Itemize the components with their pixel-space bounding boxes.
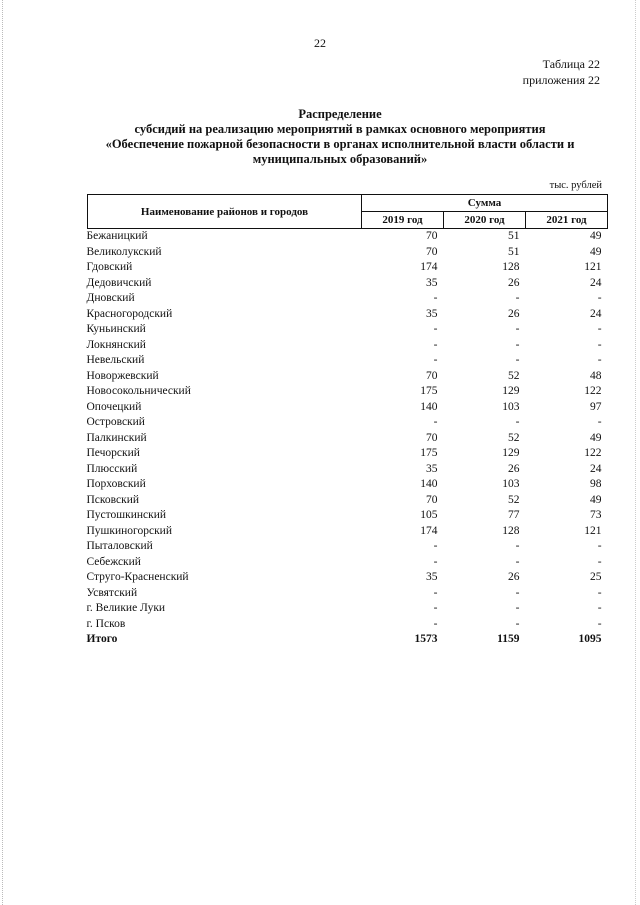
cell-value-2021: - — [597, 416, 602, 428]
cell-value-2020: 26 — [508, 462, 520, 475]
cell-value-2020: 128 — [502, 261, 520, 273]
cell-value-2021: - — [597, 555, 602, 568]
cell-value-2019: - — [433, 292, 438, 304]
cell-value-2019: - — [433, 602, 438, 614]
cell-value-2021: 24 — [590, 462, 602, 475]
table-row — [88, 229, 608, 245]
scan-edge-right — [635, 0, 637, 905]
table-row — [88, 446, 608, 462]
cell-value-2020: - — [515, 292, 520, 304]
header-year-2020: 2020 год — [444, 212, 526, 229]
table-reference-line1: Таблица 22 — [542, 57, 600, 71]
cell-district-name: Пустошкинский — [86, 509, 167, 521]
table-row — [88, 307, 608, 323]
table-row — [88, 524, 608, 540]
cell-district-name: Печорский — [86, 447, 140, 459]
cell-value-2020: - — [515, 354, 520, 366]
cell-value-2019: 175 — [420, 447, 438, 459]
cell-value-2019: - — [433, 416, 438, 428]
cell-value-2020: - — [515, 555, 520, 568]
cell-value-2020: - — [515, 586, 520, 599]
document-title — [60, 107, 620, 167]
table-row — [88, 555, 608, 571]
subsidy-table — [87, 194, 608, 648]
cell-district-name: Куньинский — [86, 323, 146, 335]
cell-district-name: Усвятский — [86, 586, 138, 599]
header-name: Наименование районов и городов — [88, 195, 362, 229]
cell-district-name: Новосокольнический — [86, 385, 191, 397]
table-row — [88, 462, 608, 478]
cell-value-2021: 49 — [590, 230, 602, 242]
cell-value-2019: 105 — [420, 509, 438, 521]
cell-value-2021: - — [597, 323, 602, 335]
cell-value-2020: 129 — [502, 385, 520, 397]
table-row — [88, 415, 608, 431]
table-row — [88, 276, 608, 292]
table-row — [88, 291, 608, 307]
cell-district-name: Новоржевский — [86, 369, 159, 382]
cell-value-2020: - — [515, 540, 520, 552]
cell-value-2019: 35 — [426, 571, 438, 583]
cell-value-2020: 1159 — [497, 633, 520, 645]
cell-value-2019: - — [433, 617, 438, 630]
cell-value-2021: - — [597, 292, 602, 304]
cell-value-2020: 52 — [508, 431, 520, 444]
table-row — [88, 477, 608, 493]
cell-value-2019: 70 — [426, 493, 438, 506]
cell-district-name: г. Псков — [86, 617, 126, 630]
cell-value-2019: 175 — [420, 385, 438, 397]
cell-value-2019: 140 — [420, 478, 438, 490]
cell-district-name: Опочецкий — [86, 400, 142, 413]
cell-district-name: Локнянский — [86, 338, 146, 351]
table-total-row — [88, 632, 608, 648]
cell-district-name: Палкинский — [86, 431, 147, 444]
cell-value-2019: 35 — [426, 276, 438, 289]
cell-value-2021: 25 — [590, 571, 602, 583]
table-row — [88, 338, 608, 354]
cell-value-2021: 97 — [590, 400, 602, 413]
cell-district-name: Себежский — [86, 555, 141, 568]
cell-value-2020: 51 — [508, 230, 520, 242]
cell-value-2021: 98 — [590, 478, 602, 490]
title-line4: муниципальных образований» — [252, 152, 428, 166]
cell-value-2021: 48 — [590, 369, 602, 382]
cell-value-2021: - — [597, 602, 602, 614]
cell-value-2020: - — [515, 416, 520, 428]
cell-district-name: Псковский — [86, 493, 140, 506]
cell-value-2020: 128 — [502, 524, 520, 537]
cell-value-2021: 49 — [590, 431, 602, 444]
cell-value-2020: 26 — [508, 307, 520, 320]
table-row — [88, 369, 608, 385]
header-sum: Сумма — [362, 195, 608, 212]
table-row — [88, 245, 608, 261]
cell-value-2019: 140 — [420, 400, 438, 413]
cell-value-2019: - — [433, 555, 438, 568]
cell-value-2021: 122 — [584, 447, 602, 459]
cell-value-2021: 122 — [584, 385, 602, 397]
cell-district-name: Красногородский — [86, 307, 173, 320]
cell-value-2020: 52 — [508, 493, 520, 506]
cell-value-2020: - — [515, 323, 520, 335]
table-row — [88, 431, 608, 447]
scan-edge-left — [2, 0, 4, 905]
units-label: тыс. рублей — [549, 180, 602, 191]
table-row — [88, 617, 608, 633]
cell-value-2020: 26 — [508, 571, 520, 583]
cell-value-2019: 70 — [426, 245, 438, 258]
cell-district-name: Пушкиногорский — [86, 524, 172, 537]
cell-district-name: Невельский — [86, 354, 145, 366]
table-row — [88, 601, 608, 617]
cell-value-2020: - — [515, 338, 520, 351]
cell-value-2021: - — [597, 354, 602, 366]
title-line1: Распределение — [298, 107, 382, 121]
cell-value-2021: - — [597, 540, 602, 552]
table-reference — [523, 56, 600, 88]
cell-value-2020: 129 — [502, 447, 520, 459]
cell-district-name: Итого — [86, 633, 118, 645]
table-row — [88, 353, 608, 369]
cell-district-name: г. Великие Луки — [86, 602, 166, 614]
table-row — [88, 539, 608, 555]
cell-value-2021: 49 — [590, 493, 602, 506]
cell-value-2020: - — [515, 602, 520, 614]
cell-district-name: Островский — [86, 416, 145, 428]
cell-value-2021: 1095 — [578, 633, 602, 645]
cell-value-2021: - — [597, 586, 602, 599]
cell-district-name: Плюсский — [86, 462, 138, 475]
cell-district-name: Струго-Красненский — [86, 571, 189, 583]
table-row — [88, 586, 608, 602]
table-row — [88, 400, 608, 416]
cell-value-2021: 24 — [590, 307, 602, 320]
cell-value-2020: 77 — [508, 509, 520, 521]
header-year-2021: 2021 год — [526, 212, 608, 229]
cell-value-2021: - — [597, 338, 602, 351]
cell-value-2019: 70 — [426, 369, 438, 382]
table-row — [88, 384, 608, 400]
cell-value-2020: - — [515, 617, 520, 630]
cell-district-name: Гдовский — [86, 261, 133, 273]
cell-value-2021: 73 — [590, 509, 602, 521]
cell-value-2020: 52 — [508, 369, 520, 382]
table-row — [88, 570, 608, 586]
cell-value-2019: 174 — [420, 261, 438, 273]
cell-value-2019: - — [433, 586, 438, 599]
table-reference-line2: приложения 22 — [522, 73, 600, 87]
title-line3: «Обеспечение пожарной безопасности в органах исполнительной власти области и — [105, 137, 575, 151]
cell-value-2019: - — [433, 540, 438, 552]
table-body — [88, 229, 608, 648]
cell-value-2019: 35 — [426, 462, 438, 475]
page-number: 22 — [314, 36, 326, 50]
cell-value-2019: - — [433, 323, 438, 335]
cell-value-2021: 121 — [584, 261, 602, 273]
cell-district-name: Порховский — [86, 478, 146, 490]
cell-value-2019: 70 — [426, 230, 438, 242]
table-row — [88, 260, 608, 276]
cell-district-name: Бежаницкий — [86, 230, 148, 242]
cell-value-2020: 51 — [508, 245, 520, 258]
cell-value-2019: - — [433, 338, 438, 351]
cell-value-2019: 174 — [420, 524, 438, 537]
cell-value-2021: - — [597, 617, 602, 630]
table-row — [88, 508, 608, 524]
cell-value-2021: 49 — [590, 245, 602, 258]
cell-value-2020: 26 — [508, 276, 520, 289]
header-year-2019: 2019 год — [362, 212, 444, 229]
title-line2: субсидий на реализацию мероприятий в рамках основного мероприятия — [134, 122, 546, 136]
cell-district-name: Дновский — [86, 292, 135, 304]
table-row — [88, 322, 608, 338]
cell-value-2019: - — [433, 354, 438, 366]
cell-district-name: Пыталовский — [86, 540, 153, 552]
cell-district-name: Дедовичский — [86, 276, 152, 289]
cell-value-2019: 70 — [426, 431, 438, 444]
cell-value-2019: 1573 — [414, 633, 438, 645]
table-row — [88, 493, 608, 509]
cell-district-name: Великолукский — [86, 245, 162, 258]
cell-value-2020: 103 — [502, 478, 520, 490]
cell-value-2021: 121 — [584, 524, 602, 537]
cell-value-2020: 103 — [502, 400, 520, 413]
cell-value-2019: 35 — [426, 307, 438, 320]
cell-value-2021: 24 — [590, 276, 602, 289]
